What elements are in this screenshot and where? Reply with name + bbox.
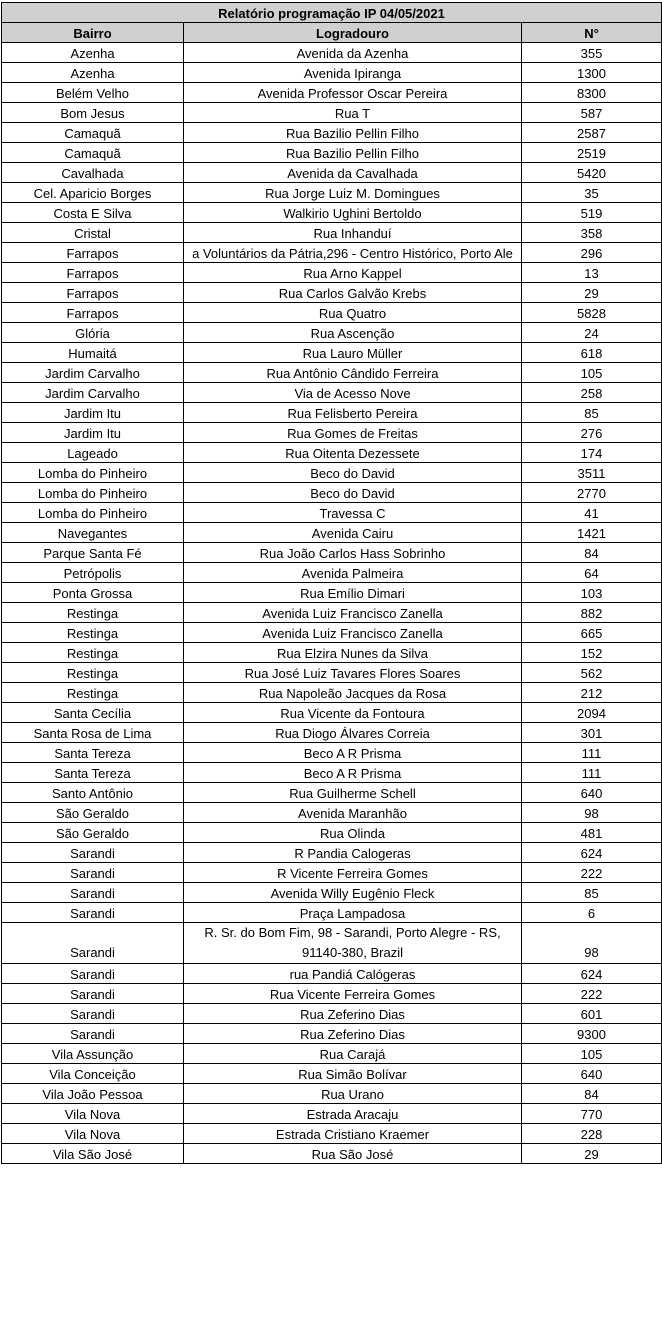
cell-bairro[interactable]: Sarandi	[2, 883, 184, 903]
cell-bairro[interactable]: Lomba do Pinheiro	[2, 463, 184, 483]
table-row	[2, 503, 662, 523]
header-logradouro[interactable]: Logradouro	[184, 23, 522, 43]
cell-logradouro[interactable]: Rua Vicente Ferreira Gomes	[184, 984, 522, 1004]
table-row	[2, 803, 662, 823]
cell-logradouro[interactable]: Avenida Luiz Francisco Zanella	[184, 623, 522, 643]
cell-numero[interactable]: 85	[522, 883, 662, 903]
table-row	[2, 964, 662, 984]
table-row	[2, 1144, 662, 1164]
cell-bairro[interactable]: Sarandi	[2, 1004, 184, 1024]
table-row	[2, 263, 662, 283]
table-row	[2, 83, 662, 103]
table-row	[2, 1004, 662, 1024]
table-row	[2, 843, 662, 863]
cell-numero[interactable]: 9300	[522, 1024, 662, 1044]
cell-logradouro[interactable]: Rua Urano	[184, 1084, 522, 1104]
table-row	[2, 483, 662, 503]
cell-numero[interactable]: 640	[522, 1064, 662, 1084]
cell-bairro[interactable]: Vila Nova	[2, 1124, 184, 1144]
table-row	[2, 883, 662, 903]
cell-numero[interactable]: 2094	[522, 703, 662, 723]
cell-numero[interactable]: 98	[522, 803, 662, 823]
table-row	[2, 623, 662, 643]
cell-numero[interactable]: 355	[522, 43, 662, 63]
table-row	[2, 123, 662, 143]
cell-logradouro[interactable]: Walkirio Ughini Bertoldo	[184, 203, 522, 223]
cell-logradouro[interactable]: Avenida Palmeira	[184, 563, 522, 583]
cell-logradouro[interactable]: Rua Bazilio Pellin Filho	[184, 123, 522, 143]
cell-numero[interactable]: 41	[522, 503, 662, 523]
cell-logradouro[interactable]: Avenida Luiz Francisco Zanella	[184, 603, 522, 623]
cell-numero[interactable]: 35	[522, 183, 662, 203]
cell-logradouro[interactable]: Rua Olinda	[184, 823, 522, 843]
cell-numero[interactable]: 152	[522, 643, 662, 663]
cell-numero[interactable]: 105	[522, 1044, 662, 1064]
cell-logradouro[interactable]: Beco do David	[184, 483, 522, 503]
table-row	[2, 363, 662, 383]
cell-bairro[interactable]: Santa Tereza	[2, 743, 184, 763]
table-row	[2, 984, 662, 1004]
cell-numero[interactable]: 222	[522, 863, 662, 883]
cell-numero[interactable]: 2519	[522, 143, 662, 163]
cell-numero[interactable]: 1421	[522, 523, 662, 543]
table-row	[2, 203, 662, 223]
cell-logradouro[interactable]: Avenida Willy Eugênio Fleck	[184, 883, 522, 903]
cell-logradouro[interactable]: Rua Napoleão Jacques da Rosa	[184, 683, 522, 703]
cell-bairro[interactable]: Restinga	[2, 663, 184, 683]
table-body	[2, 43, 662, 1164]
table-row	[2, 1104, 662, 1124]
cell-numero[interactable]: 111	[522, 763, 662, 783]
cell-logradouro[interactable]: Estrada Aracaju	[184, 1104, 522, 1124]
table-row	[2, 743, 662, 763]
table-row	[2, 683, 662, 703]
cell-numero[interactable]: 358	[522, 223, 662, 243]
cell-numero[interactable]: 5420	[522, 163, 662, 183]
cell-bairro[interactable]: Ponta Grossa	[2, 583, 184, 603]
cell-logradouro[interactable]: Avenida Professor Oscar Pereira	[184, 83, 522, 103]
cell-bairro[interactable]: Petrópolis	[2, 563, 184, 583]
table-row	[2, 163, 662, 183]
table-row	[2, 763, 662, 783]
cell-logradouro[interactable]: Rua Jorge Luiz M. Domingues	[184, 183, 522, 203]
cell-numero[interactable]: 562	[522, 663, 662, 683]
cell-numero[interactable]: 3511	[522, 463, 662, 483]
cell-bairro[interactable]: São Geraldo	[2, 803, 184, 823]
table-row	[2, 303, 662, 323]
table-row	[2, 183, 662, 203]
cell-bairro[interactable]: Camaquã	[2, 123, 184, 143]
cell-bairro[interactable]: Azenha	[2, 43, 184, 63]
cell-logradouro[interactable]: Praça Lampadosa	[184, 903, 522, 923]
cell-bairro[interactable]: Bom Jesus	[2, 103, 184, 123]
cell-bairro[interactable]: Sarandi	[2, 903, 184, 923]
cell-bairro[interactable]: Santa Tereza	[2, 763, 184, 783]
cell-bairro[interactable]: Cristal	[2, 223, 184, 243]
cell-bairro[interactable]: Costa E Silva	[2, 203, 184, 223]
cell-logradouro[interactable]: Beco do David	[184, 463, 522, 483]
cell-numero[interactable]: 665	[522, 623, 662, 643]
cell-bairro[interactable]: Farrapos	[2, 263, 184, 283]
table-row	[2, 663, 662, 683]
cell-numero[interactable]: 618	[522, 343, 662, 363]
table-row	[2, 43, 662, 63]
cell-logradouro[interactable]: Rua Zeferino Dias	[184, 1004, 522, 1024]
cell-numero[interactable]: 519	[522, 203, 662, 223]
cell-numero[interactable]: 64	[522, 563, 662, 583]
cell-bairro[interactable]: Restinga	[2, 603, 184, 623]
cell-bairro[interactable]: Sarandi	[2, 1024, 184, 1044]
cell-bairro[interactable]: Restinga	[2, 683, 184, 703]
cell-numero[interactable]: 5828	[522, 303, 662, 323]
cell-logradouro[interactable]: Rua Antônio Cândido Ferreira	[184, 363, 522, 383]
cell-logradouro[interactable]: Rua Zeferino Dias	[184, 1024, 522, 1044]
table-row	[2, 823, 662, 843]
cell-logradouro[interactable]: Rua Vicente da Fontoura	[184, 703, 522, 723]
cell-logradouro[interactable]: Avenida Cairu	[184, 523, 522, 543]
title-row	[2, 3, 662, 23]
table-row	[2, 563, 662, 583]
cell-numero[interactable]: 29	[522, 283, 662, 303]
cell-numero[interactable]: 103	[522, 583, 662, 603]
cell-bairro[interactable]: Glória	[2, 323, 184, 343]
cell-logradouro[interactable]: Avenida da Azenha	[184, 43, 522, 63]
cell-numero[interactable]: 601	[522, 1004, 662, 1024]
cell-bairro[interactable]: Belém Velho	[2, 83, 184, 103]
cell-numero[interactable]: 1300	[522, 63, 662, 83]
cell-bairro[interactable]: Vila São José	[2, 1144, 184, 1164]
cell-logradouro[interactable]: Rua Arno Kappel	[184, 263, 522, 283]
cell-bairro[interactable]: Farrapos	[2, 243, 184, 263]
cell-numero[interactable]: 640	[522, 783, 662, 803]
cell-logradouro[interactable]: Travessa C	[184, 503, 522, 523]
cell-bairro[interactable]: Vila João Pessoa	[2, 1084, 184, 1104]
table-row	[2, 1064, 662, 1084]
cell-logradouro[interactable]: Avenida Maranhão	[184, 803, 522, 823]
cell-logradouro[interactable]: rua Pandiá Calógeras	[184, 964, 522, 984]
cell-logradouro[interactable]: Estrada Cristiano Kraemer	[184, 1124, 522, 1144]
cell-bairro[interactable]: Sarandi	[2, 863, 184, 883]
cell-logradouro[interactable]: Rua Quatro	[184, 303, 522, 323]
cell-bairro[interactable]: Sarandi	[2, 964, 184, 984]
cell-bairro[interactable]: Lomba do Pinheiro	[2, 503, 184, 523]
header-row	[2, 23, 662, 43]
cell-numero[interactable]: 13	[522, 263, 662, 283]
cell-bairro[interactable]: Lageado	[2, 443, 184, 463]
table-row	[2, 1084, 662, 1104]
table-row	[2, 463, 662, 483]
table-row	[2, 403, 662, 423]
cell-bairro[interactable]: Jardim Itu	[2, 403, 184, 423]
cell-logradouro[interactable]: a Voluntários da Pátria,296 - Centro Histórico, Porto Ale	[184, 243, 522, 263]
cell-logradouro[interactable]: Rua Lauro Müller	[184, 343, 522, 363]
cell-logradouro[interactable]: Rua Inhanduí	[184, 223, 522, 243]
cell-bairro[interactable]: Jardim Carvalho	[2, 383, 184, 403]
cell-bairro[interactable]: Lomba do Pinheiro	[2, 483, 184, 503]
cell-logradouro[interactable]: Rua Guilherme Schell	[184, 783, 522, 803]
cell-numero[interactable]: 301	[522, 723, 662, 743]
header-bairro[interactable]: Bairro	[2, 23, 184, 43]
cell-bairro[interactable]: Farrapos	[2, 303, 184, 323]
cell-bairro[interactable]: Vila Conceição	[2, 1064, 184, 1084]
cell-logradouro[interactable]: R Pandia Calogeras	[184, 843, 522, 863]
cell-numero[interactable]: 85	[522, 403, 662, 423]
spreadsheet	[1, 2, 661, 1164]
cell-logradouro[interactable]: Rua José Luiz Tavares Flores Soares	[184, 663, 522, 683]
header-numero[interactable]: N°	[522, 23, 662, 43]
cell-logradouro[interactable]: Avenida Ipiranga	[184, 63, 522, 83]
cell-numero[interactable]: 105	[522, 363, 662, 383]
cell-logradouro[interactable]: Via de Acesso Nove	[184, 383, 522, 403]
cell-logradouro[interactable]: Beco A R Prisma	[184, 763, 522, 783]
cell-numero[interactable]: 882	[522, 603, 662, 623]
cell-bairro[interactable]: Jardim Carvalho	[2, 363, 184, 383]
cell-bairro[interactable]: Santa Cecília	[2, 703, 184, 723]
cell-numero[interactable]: 276	[522, 423, 662, 443]
cell-numero[interactable]: 222	[522, 984, 662, 1004]
cell-logradouro[interactable]: Rua São José	[184, 1144, 522, 1164]
table-row	[2, 343, 662, 363]
cell-bairro[interactable]: Camaquã	[2, 143, 184, 163]
cell-logradouro[interactable]: Avenida da Cavalhada	[184, 163, 522, 183]
cell-logradouro[interactable]: Rua Carlos Galvão Krebs	[184, 283, 522, 303]
cell-logradouro[interactable]: Rua Gomes de Freitas	[184, 423, 522, 443]
cell-numero[interactable]: 24	[522, 323, 662, 343]
table-row	[2, 643, 662, 663]
cell-numero[interactable]: 84	[522, 1084, 662, 1104]
table-row	[2, 1124, 662, 1144]
table-row	[2, 383, 662, 403]
table-row	[2, 923, 662, 964]
table-row	[2, 903, 662, 923]
cell-numero[interactable]: 481	[522, 823, 662, 843]
table-row	[2, 543, 662, 563]
cell-numero[interactable]: 624	[522, 964, 662, 984]
table-row	[2, 1044, 662, 1064]
cell-bairro[interactable]: Cavalhada	[2, 163, 184, 183]
cell-logradouro[interactable]: Rua Elzira Nunes da Silva	[184, 643, 522, 663]
table-row	[2, 423, 662, 443]
cell-logradouro[interactable]: Rua Diogo Álvares Correia	[184, 723, 522, 743]
cell-numero[interactable]: 228	[522, 1124, 662, 1144]
cell-bairro[interactable]: Vila Nova	[2, 1104, 184, 1124]
table-row	[2, 603, 662, 623]
table-row	[2, 523, 662, 543]
cell-bairro[interactable]: Cel. Aparicio Borges	[2, 183, 184, 203]
cell-numero[interactable]: 212	[522, 683, 662, 703]
table-row	[2, 243, 662, 263]
cell-bairro[interactable]: Vila Assunção	[2, 1044, 184, 1064]
cell-bairro[interactable]: Restinga	[2, 623, 184, 643]
cell-numero[interactable]: 111	[522, 743, 662, 763]
cell-numero[interactable]: 29	[522, 1144, 662, 1164]
table-row	[2, 323, 662, 343]
cell-numero[interactable]: 6	[522, 903, 662, 923]
cell-numero[interactable]: 2587	[522, 123, 662, 143]
cell-bairro[interactable]: Farrapos	[2, 283, 184, 303]
cell-logradouro[interactable]: Rua Emílio Dimari	[184, 583, 522, 603]
table-row	[2, 1024, 662, 1044]
cell-numero[interactable]: 8300	[522, 83, 662, 103]
cell-numero[interactable]: 258	[522, 383, 662, 403]
cell-bairro[interactable]: São Geraldo	[2, 823, 184, 843]
table-row	[2, 223, 662, 243]
table-row	[2, 103, 662, 123]
cell-logradouro[interactable]: R Vicente Ferreira Gomes	[184, 863, 522, 883]
cell-bairro[interactable]: Santo Antônio	[2, 783, 184, 803]
cell-bairro[interactable]: Restinga	[2, 643, 184, 663]
cell-logradouro[interactable]: Rua Bazilio Pellin Filho	[184, 143, 522, 163]
table-row	[2, 443, 662, 463]
cell-bairro[interactable]: Azenha	[2, 63, 184, 83]
cell-numero[interactable]: 84	[522, 543, 662, 563]
cell-logradouro[interactable]: Rua Simão Bolívar	[184, 1064, 522, 1084]
cell-numero[interactable]: 624	[522, 843, 662, 863]
table-row	[2, 703, 662, 723]
cell-logradouro[interactable]: Rua Carajá	[184, 1044, 522, 1064]
cell-logradouro[interactable]: Rua Ascenção	[184, 323, 522, 343]
cell-bairro[interactable]: Sarandi	[2, 843, 184, 863]
table-row	[2, 63, 662, 83]
table-row	[2, 283, 662, 303]
cell-numero[interactable]: 174	[522, 443, 662, 463]
cell-bairro[interactable]: Navegantes	[2, 523, 184, 543]
table-row	[2, 863, 662, 883]
cell-bairro[interactable]: Sarandi	[2, 984, 184, 1004]
cell-logradouro[interactable]: Rua Oitenta Dezessete	[184, 443, 522, 463]
table-row	[2, 583, 662, 603]
cell-logradouro[interactable]: R. Sr. do Bom Fim, 98 - Sarandi, Porto Alegre - RS, 91140-380, Brazil	[184, 923, 522, 964]
cell-bairro[interactable]: Santa Rosa de Lima	[2, 723, 184, 743]
cell-numero[interactable]: 296	[522, 243, 662, 263]
cell-numero[interactable]: 2770	[522, 483, 662, 503]
cell-logradouro[interactable]: Rua Felisberto Pereira	[184, 403, 522, 423]
cell-bairro[interactable]: Sarandi	[2, 923, 184, 964]
table-row	[2, 783, 662, 803]
table-row	[2, 143, 662, 163]
report-table	[1, 2, 662, 1164]
report-title[interactable]: Relatório programação IP 04/05/2021	[2, 3, 662, 23]
cell-numero[interactable]: 770	[522, 1104, 662, 1124]
cell-numero[interactable]: 98	[522, 923, 662, 964]
table-row	[2, 723, 662, 743]
cell-bairro[interactable]: Jardim Itu	[2, 423, 184, 443]
cell-bairro[interactable]: Humaitá	[2, 343, 184, 363]
cell-logradouro[interactable]: Rua João Carlos Hass Sobrinho	[184, 543, 522, 563]
cell-logradouro[interactable]: Beco A R Prisma	[184, 743, 522, 763]
cell-bairro[interactable]: Parque Santa Fé	[2, 543, 184, 563]
cell-logradouro[interactable]: Rua T	[184, 103, 522, 123]
cell-numero[interactable]: 587	[522, 103, 662, 123]
